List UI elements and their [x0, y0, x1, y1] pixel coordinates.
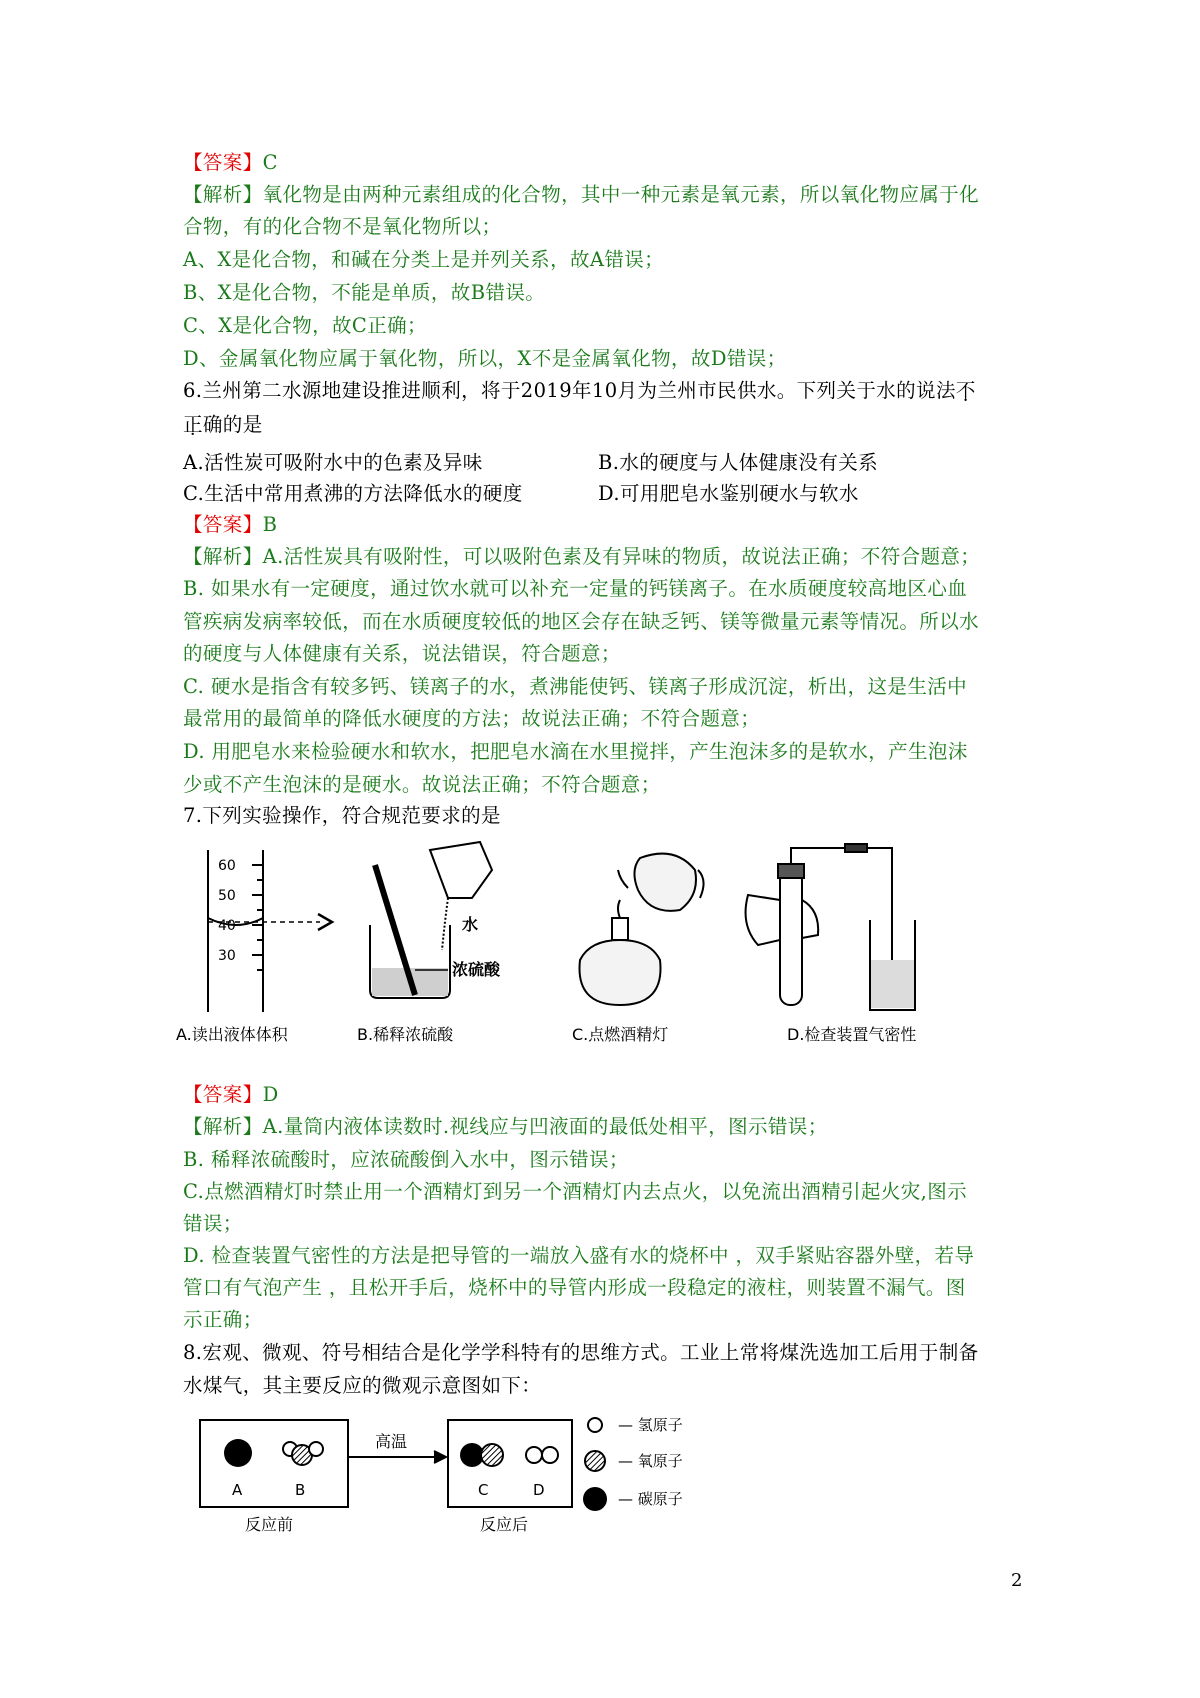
- oxygen-atom-c: [481, 1444, 503, 1466]
- answer-value: C: [262, 151, 278, 174]
- answer-tag: 【答案】: [183, 151, 263, 174]
- q6-analysis-line-1: [183, 542, 1028, 572]
- hydrogen-atom: [309, 1442, 323, 1456]
- label-a: A: [232, 1481, 243, 1499]
- q7-analysis-line-4: 错误；: [183, 1212, 243, 1235]
- q8-stem-line-2: 水煤气，其主要反应的微观示意图如下：: [183, 1374, 542, 1397]
- after-label: 反应后: [480, 1515, 529, 1534]
- answer-value: B: [262, 513, 278, 536]
- legend-carbon-icon: [583, 1487, 607, 1511]
- arrow-label: 高温: [375, 1432, 408, 1451]
- label-d: D: [533, 1481, 545, 1499]
- caption-d: D.检查装置气密性: [787, 1025, 917, 1044]
- q6-option-c: C.生活中常用煮沸的方法降低水的硬度: [183, 482, 523, 505]
- q5-analysis-line-6: D、金属氧化物应属于氧化物，所以，X不是金属氧化物，故D错误；: [183, 347, 787, 370]
- q7-analysis-line-6: 管口有气泡产生 ，且松开手后，烧杯中的导管内形成一段稳定的液柱，则装置不漏气。图: [183, 1276, 966, 1299]
- q6-stem-line-1: [183, 376, 1028, 406]
- q8-reaction-figure: [190, 1405, 890, 1540]
- q6-answer-line: [183, 510, 1028, 540]
- caption-c: C.点燃酒精灯: [572, 1025, 669, 1044]
- answer-value: D: [262, 1083, 279, 1106]
- analysis-tag: 【解析】: [183, 545, 263, 568]
- cylinder-tick-40: 40: [218, 918, 236, 934]
- q6-analysis-line-3: 管疾病发病率较低，而在水质硬度较低的地区会存在缺乏钙、镁等微量元素等情况。所以水: [183, 610, 980, 633]
- caption-b: B.稀释浓硫酸: [357, 1025, 454, 1044]
- alcohol-lamp-figure: [580, 854, 704, 1005]
- cylinder-tick-50: 50: [218, 888, 236, 904]
- q6-stem-text-2: 确的是: [202, 413, 263, 436]
- q6-stem-text: 6.兰州第二水源地建设推进顺利，将于2019年10月为兰州市民供水。下列关于水的说法: [183, 379, 956, 402]
- acid-label: 浓硫酸: [452, 960, 501, 979]
- q7-stem: 7.下列实验操作，符合规范要求的是: [183, 804, 501, 827]
- q7-analysis-line-7: 示正确；: [183, 1308, 263, 1331]
- carbon-atom-a: [224, 1439, 252, 1467]
- answer-tag: 【答案】: [183, 1083, 263, 1106]
- q6-option-b: B.水的硬度与人体健康没有关系: [598, 451, 879, 474]
- q7-analysis-line-1: [183, 1112, 1028, 1142]
- q6-stem-emphasis: 不: [955, 379, 976, 402]
- q5-analysis-line-5: C、X是化合物，故C正确；: [183, 314, 427, 337]
- legend-oxygen: — 氧原子: [618, 1452, 683, 1470]
- answer-tag: 【答案】: [183, 513, 263, 536]
- q5-answer-line: [183, 148, 1028, 178]
- analysis-text: A.量筒内液体读数时.视线应与凹液面的最低处相平，图示错误；: [262, 1115, 828, 1138]
- q7-analysis-line-2: B. 稀释浓硫酸时，应浓硫酸倒入水中，图示错误；: [183, 1148, 629, 1171]
- q7-answer-line: [183, 1080, 1028, 1110]
- q6-analysis-line-6: 最常用的最简单的降低水硬度的方法；故说法正确；不符合题意；: [183, 707, 761, 730]
- q6-stem-emphasis-2: 正: [183, 413, 203, 436]
- q8-stem-line-1: 8.宏观、微观、符号相结合是化学学科特有的思维方式。工业上常将煤洗选加工后用于制备: [183, 1341, 979, 1364]
- water-label: 水: [462, 915, 479, 934]
- analysis-tag: 【解析】: [183, 183, 263, 206]
- caption-a: A.读出液体体积: [176, 1025, 288, 1044]
- page-number: 2: [1011, 1570, 1023, 1591]
- q6-analysis-line-8: 少或不产生泡沫的是硬水。故说法正确；不符合题意；: [183, 773, 661, 796]
- analysis-text: A.活性炭具有吸附性，可以吸附色素及有异味的物质，故说法正确；不符合题意；: [262, 545, 981, 568]
- q5-analysis-line-4: B、X是化合物，不能是单质，故B错误。: [183, 281, 546, 304]
- q6-analysis-line-5: C. 硬水是指含有较多钙、镁离子的水，煮沸能使钙、镁离子形成沉淀，析出，这是生活中: [183, 675, 968, 698]
- q6-stem-line-2: [183, 410, 1028, 440]
- cylinder-tick-60: 60: [218, 858, 236, 874]
- analysis-tag: 【解析】: [183, 1115, 263, 1138]
- hydrogen-atom-d: [542, 1447, 558, 1463]
- before-label: 反应前: [245, 1515, 294, 1534]
- q7-analysis-line-3: C.点燃酒精灯时禁止用一个酒精灯到另一个酒精灯内去点火，以免流出酒精引起火灾,图示: [183, 1180, 968, 1203]
- q5-analysis-line-2: 合物，有的化合物不是氧化物所以；: [183, 215, 502, 238]
- analysis-text: 氧化物是由两种元素组成的化合物，其中一种元素是氧元素，所以氧化物应属于化: [262, 183, 980, 206]
- airtightness-figure: [746, 844, 915, 1010]
- legend-carbon: — 碳原子: [618, 1490, 683, 1508]
- legend-oxygen-icon: [585, 1451, 605, 1471]
- cylinder-tick-30: 30: [218, 948, 236, 964]
- label-b: B: [295, 1481, 306, 1499]
- q5-analysis-line-3: A、X是化合物，和碱在分类上是并列关系，故A错误；: [183, 248, 665, 271]
- q6-option-d: D.可用肥皂水鉴别硬水与软水: [598, 482, 859, 505]
- hydrogen-atom-d: [526, 1447, 542, 1463]
- q7-analysis-line-5: D. 检查装置气密性的方法是把导管的一端放入盛有水的烧杯中 ，双手紧贴容器外壁，若导: [183, 1244, 975, 1267]
- legend-hydrogen-icon: [588, 1418, 602, 1432]
- q6-option-a: A.活性炭可吸附水中的色素及异味: [183, 451, 483, 474]
- q6-analysis-line-4: 的硬度与人体健康有关系，说法错误，符合题意；: [183, 642, 621, 665]
- q7-experiment-figure: [180, 840, 1020, 1020]
- q6-analysis-line-7: D. 用肥皂水来检验硬水和软水，把肥皂水滴在水里搅拌，产生泡沫多的是软水，产生泡沫: [183, 740, 968, 763]
- legend-hydrogen: — 氢原子: [618, 1416, 683, 1434]
- label-c: C: [478, 1481, 489, 1499]
- q5-analysis-line-1: [183, 180, 1028, 210]
- q6-analysis-line-2: B. 如果水有一定硬度，通过饮水就可以补充一定量的钙镁离子。在水质硬度较高地区心血: [183, 577, 968, 600]
